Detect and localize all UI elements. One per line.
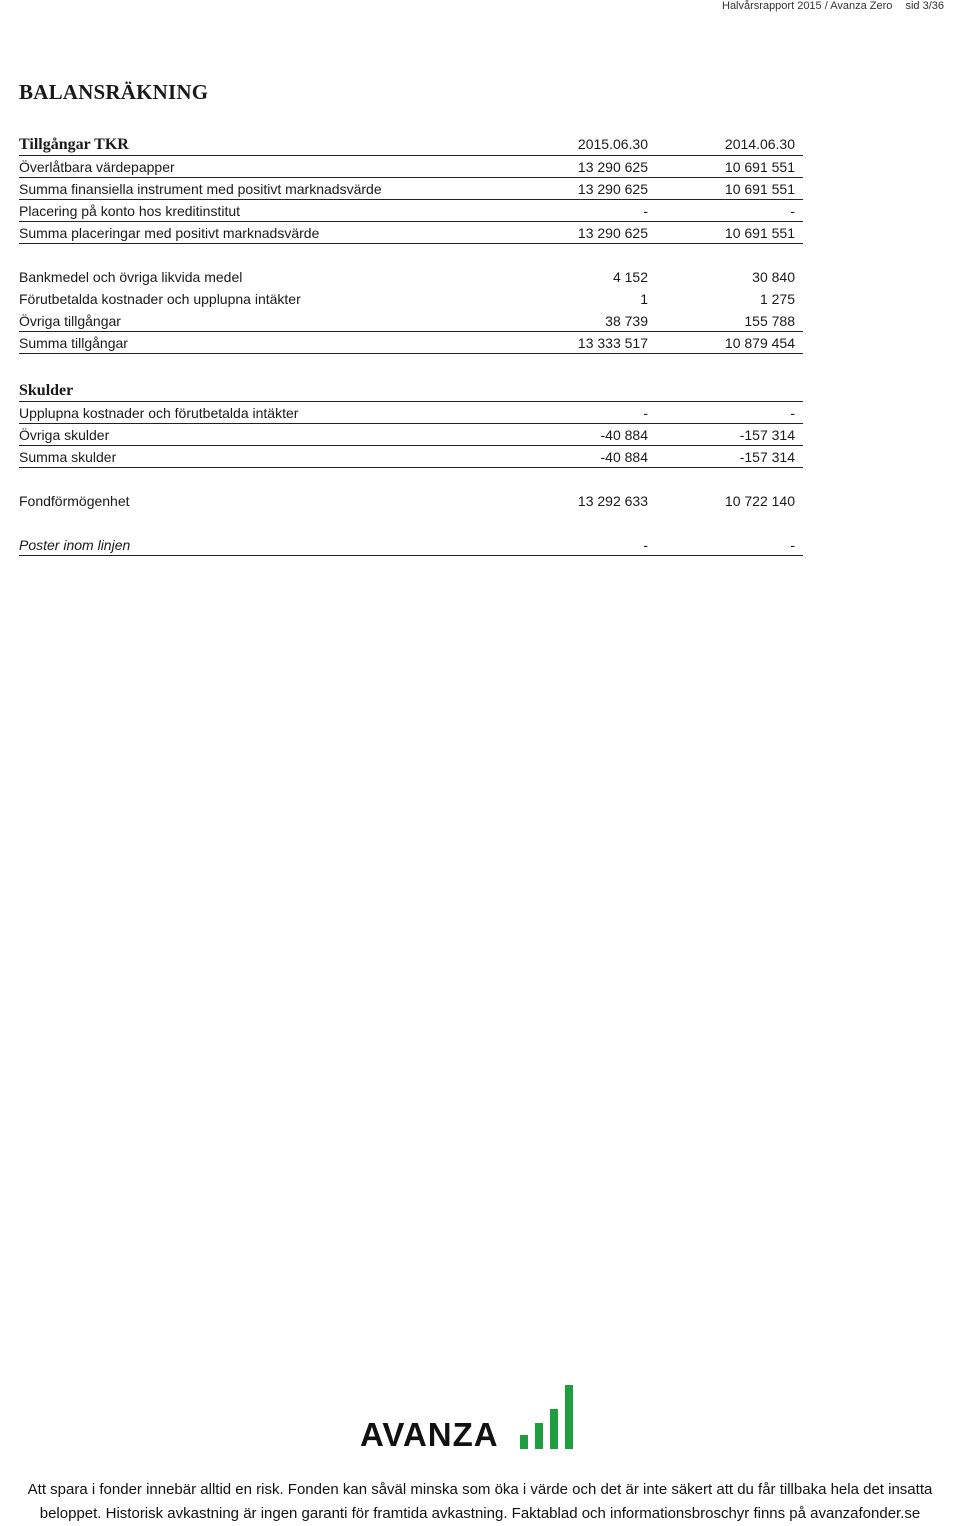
spacer <box>19 468 803 490</box>
liabilities-header-row <box>19 380 803 402</box>
total-liabilities-row <box>19 446 803 468</box>
row-label: Summa placeringar med positivt marknadsvärde <box>19 225 320 241</box>
value-2014: -157 314 <box>739 427 795 443</box>
value-2015: -40 884 <box>600 449 648 465</box>
column-header-2014: 2014.06.30 <box>724 136 795 152</box>
value-2015: -40 884 <box>600 427 648 443</box>
table-row <box>19 266 803 288</box>
value-2015: 38 739 <box>605 313 648 329</box>
value-2015: 13 333 517 <box>577 335 648 351</box>
table-row <box>19 178 803 200</box>
disclaimer <box>0 1478 960 1526</box>
total-assets-row <box>19 332 803 354</box>
row-label: Fondförmögenhet <box>19 493 130 509</box>
row-label: Poster inom linjen <box>19 537 131 553</box>
disclaimer-line: Att spara i fonder innebär alltid en risk. Fonden kan såväl minska som öka i värde och det är inte säkert att du får tillbaka hela det insatta <box>27 1481 933 1498</box>
value-2014: 10 722 140 <box>724 493 795 509</box>
table-row <box>19 156 803 178</box>
value-2014: -157 314 <box>739 449 795 465</box>
report-name: Halvårsrapport 2015 / Avanza Zero <box>722 0 893 12</box>
value-2014: 10 691 551 <box>724 181 795 197</box>
value-2015: - <box>643 537 648 553</box>
assets-header-row <box>19 133 803 156</box>
value-2015: 13 290 625 <box>577 225 648 241</box>
column-header-2015: 2015.06.30 <box>577 136 648 152</box>
value-2015: 13 290 625 <box>577 159 648 175</box>
table-row <box>19 424 803 446</box>
off-balance-row <box>19 534 803 556</box>
value-2014: 10 691 551 <box>724 159 795 175</box>
liabilities-heading: Skulder <box>19 382 74 399</box>
avanza-logo <box>360 1385 580 1451</box>
row-label: Summa skulder <box>19 449 117 465</box>
value-2014: - <box>790 537 795 553</box>
value-2015: 4 152 <box>612 269 648 285</box>
page-number: sid 3/36 <box>905 0 944 12</box>
value-2014: 1 275 <box>759 291 795 307</box>
row-label: Summa finansiella instrument med positivt marknadsvärde <box>19 181 382 197</box>
logo-text: AVANZA <box>360 1416 499 1453</box>
spacer <box>19 354 803 380</box>
value-2014: - <box>790 405 795 421</box>
table-row <box>19 402 803 424</box>
row-label: Summa tillgångar <box>19 335 128 351</box>
value-2015: 13 292 633 <box>577 493 648 509</box>
value-2015: 1 <box>640 291 648 307</box>
value-2014: 155 788 <box>744 313 795 329</box>
value-2015: - <box>643 203 648 219</box>
row-label: Upplupna kostnader och förutbetalda intäkter <box>19 405 299 421</box>
table-row <box>19 200 803 222</box>
page-header <box>712 0 944 12</box>
fund-assets-row <box>19 490 803 512</box>
value-2015: - <box>643 405 648 421</box>
value-2014: 30 840 <box>752 269 795 285</box>
page-title: BALANSRÄKNING <box>19 80 209 104</box>
value-2014: 10 879 454 <box>724 335 795 351</box>
table-row <box>19 310 803 332</box>
table-row <box>19 222 803 244</box>
row-label: Övriga skulder <box>19 427 110 443</box>
value-2015: 13 290 625 <box>577 181 648 197</box>
row-label: Bankmedel och övriga likvida medel <box>19 269 243 285</box>
disclaimer-line: beloppet. Historisk avkastning är ingen garanti för framtida avkastning. Faktablad och informationsbroschyr finns på avanzafonder.se <box>39 1505 921 1522</box>
spacer <box>19 512 803 534</box>
row-label: Förutbetalda kostnader och upplupna intäkter <box>19 291 301 307</box>
balance-sheet-table <box>19 133 803 556</box>
row-label: Övriga tillgångar <box>19 313 121 329</box>
value-2014: 10 691 551 <box>724 225 795 241</box>
assets-heading: Tillgångar TKR <box>19 136 129 153</box>
logo-bars-icon <box>518 1385 578 1449</box>
spacer <box>19 244 803 266</box>
row-label: Placering på konto hos kreditinstitut <box>19 203 241 219</box>
table-row <box>19 288 803 310</box>
value-2014: - <box>790 203 795 219</box>
row-label: Överlåtbara värdepapper <box>19 159 175 175</box>
